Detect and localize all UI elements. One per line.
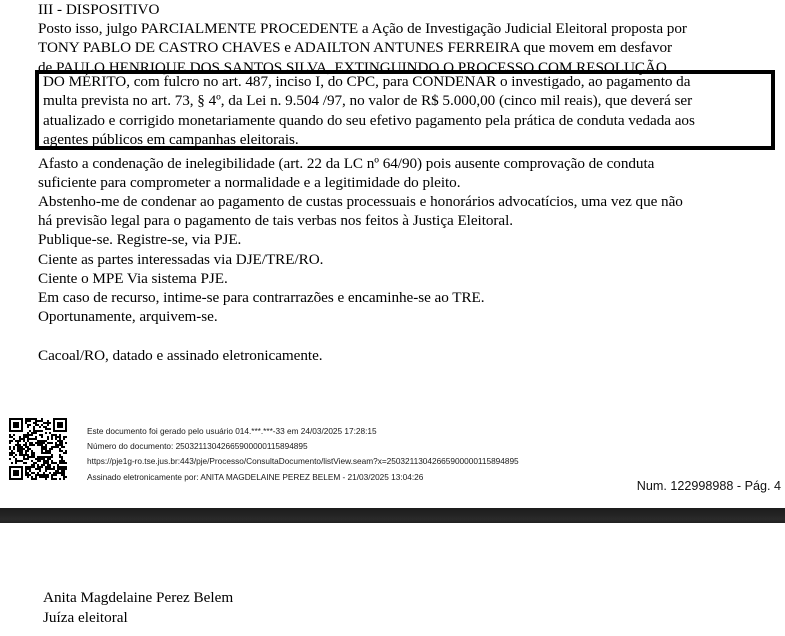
footer-metadata-lines xyxy=(87,424,627,485)
determination-item: Ciente as partes interessadas via DJE/TRE/RO. xyxy=(38,250,324,268)
paragraph-custas xyxy=(38,192,776,230)
section-heading: III - DISPOSITIVO xyxy=(38,1,160,18)
text-line: atualizado e corrigido monetariamente quando do seu efetivo pagamento pela prática de conduta vedada aos xyxy=(43,111,695,129)
text-line: suficiente para comprometer a normalidade e a legitimidade do pleito. xyxy=(38,173,461,191)
next-page-area xyxy=(0,523,785,636)
page-break-separator xyxy=(0,508,785,523)
text-line: de PAULO HENRIQUE DOS SANTOS SILVA, EXTINGUINDO O PROCESSO COM RESOLUÇÃO xyxy=(38,58,667,76)
footer-document-number: Número do documento: 25032113042665900000115894895 xyxy=(87,441,308,452)
blank-line xyxy=(38,326,776,345)
text-line: DO MÉRITO, com fulcro no art. 487, inciso I, do CPC, para CONDENAR o investigado, ao pagamento da xyxy=(43,73,691,90)
place-and-date: Cacoal/RO, datado e assinado eletronicamente. xyxy=(38,346,323,364)
text-line: TONY PABLO DE CASTRO CHAVES e ADAILTON ANTUNES FERREIRA que movem em desfavor xyxy=(38,39,673,57)
determination-item: Ciente o MPE Via sistema PJE. xyxy=(38,269,228,287)
paragraph-dispositivo-intro xyxy=(38,19,776,77)
highlighted-passage-text xyxy=(43,72,769,150)
text-line: Abstenho-me de condenar ao pagamento de custas processuais e honorários advocatícios, uma vez que não xyxy=(38,192,683,210)
signatory-title: Juíza eleitoral xyxy=(43,609,128,626)
signatory-name: Anita Magdelaine Perez Belem xyxy=(43,589,234,606)
text-line: multa prevista no art. 73, § 4º, da Lei n. 9.504 /97, no valor de R$ 5.000,00 (cinco mil reais), que deverá ser xyxy=(43,92,693,110)
text-line: Posto isso, julgo PARCIALMENTE PROCEDENTE a Ação de Investigação Judicial Eleitoral proposta por xyxy=(38,20,687,38)
page-number-label: Num. 122998988 - Pág. 4 xyxy=(636,479,781,493)
determinations-list xyxy=(38,230,776,326)
text-line: há previsão legal para o pagamento de tais verbas nos feitos à Justiça Eleitoral. xyxy=(38,212,514,230)
footer-document-url: https://pje1g-ro.tse.jus.br:443/pje/Processo/ConsultaDocumento/listView.seam?x=25032113042665900000115894895 xyxy=(87,456,519,467)
determination-item: Publique-se. Registre-se, via PJE. xyxy=(38,231,242,249)
document-footer xyxy=(0,413,785,508)
signature-block xyxy=(43,588,233,628)
determination-item: Oportunamente, arquivem-se. xyxy=(38,308,218,326)
text-line: agentes públicos em campanhas eleitorais. xyxy=(43,131,299,149)
text-line: Afasto a condenação de inelegibilidade (art. 22 da LC nº 64/90) pois ausente comprovação de conduta xyxy=(38,154,655,172)
footer-signed-by: Assinado eletronicamente por: ANITA MAGDELAINE PEREZ BELEM - 21/03/2025 13:04:26 xyxy=(87,471,424,482)
footer-generated-by: Este documento foi gerado pelo usuário 014.***.***-33 em 24/03/2025 17:28:15 xyxy=(87,426,377,436)
qr-code-icon xyxy=(9,418,67,480)
document-text-body xyxy=(38,0,776,365)
paragraph-inelegibilidade xyxy=(38,154,776,192)
determination-item: Em caso de recurso, intime-se para contrarrazões e encaminhe-se ao TRE. xyxy=(38,288,485,306)
